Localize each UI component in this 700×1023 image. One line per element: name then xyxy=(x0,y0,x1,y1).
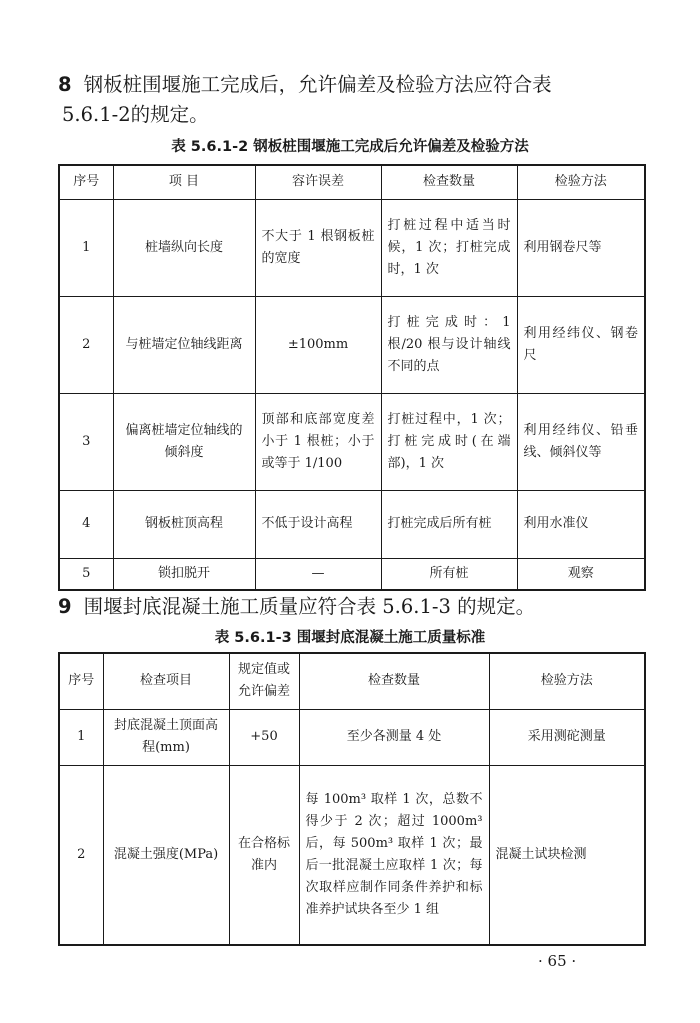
table-cell: 在合格标准内 xyxy=(229,765,299,945)
table-row xyxy=(59,765,645,945)
item-9-paragraph xyxy=(58,592,642,622)
table-cell: 顶部和底部宽度差小于 1 根桩；小于或等于 1/100 xyxy=(255,393,381,490)
table-header-row xyxy=(59,165,645,199)
table-cell: 打桩过程中适当时候，1 次；打桩完成时，1 次 xyxy=(381,199,517,296)
table-cell: 5 xyxy=(59,558,113,590)
table-cell: 打桩过程中，1 次；打桩完成时(在端部)，1 次 xyxy=(381,393,517,490)
table-cell: 不大于 1 根钢板桩的宽度 xyxy=(255,199,381,296)
table-cell: 2 xyxy=(59,296,113,393)
table-cell: 观察 xyxy=(517,558,645,590)
table-cell: 4 xyxy=(59,490,113,558)
table-cell: 不低于设计高程 xyxy=(255,490,381,558)
table-row xyxy=(59,296,645,393)
item-text: 围堰封底混凝土施工质量应符合表 5.6.1-3 的规定。 xyxy=(83,595,536,618)
table-cell: 锁扣脱开 xyxy=(113,558,255,590)
table-cell: 钢板桩顶高程 xyxy=(113,490,255,558)
table-header-row xyxy=(59,653,645,709)
column-header: 检查项目 xyxy=(103,653,229,709)
column-header: 序号 xyxy=(59,653,103,709)
table-row xyxy=(59,558,645,590)
item-number: 9 xyxy=(58,595,72,618)
item-8-paragraph xyxy=(58,70,642,100)
table-cell: 每 100m³ 取样 1 次，总数不得少于 2 次；超过 1000m³ 后，每 500m³ 取样 1 次；最后一批混凝土应取样 1 次；每次取样应制作同条件养护和标准养护试块各至少 1 组 xyxy=(299,765,489,945)
page-number: · 65 · xyxy=(538,952,577,970)
quality-table xyxy=(58,652,646,946)
table-cell: 3 xyxy=(59,393,113,490)
table-cell: 利用经纬仪、铅垂线、倾斜仪等 xyxy=(517,393,645,490)
item-8-paragraph-cont xyxy=(62,100,646,130)
table-cell: 利用钢卷尺等 xyxy=(517,199,645,296)
table-cell: 采用测砣测量 xyxy=(489,709,645,765)
item-number: 8 xyxy=(58,73,72,96)
column-header: 检查数量 xyxy=(381,165,517,199)
column-header: 检查数量 xyxy=(299,653,489,709)
column-header: 检验方法 xyxy=(489,653,645,709)
table-cell: 桩墙纵向长度 xyxy=(113,199,255,296)
table-cell: 利用水准仪 xyxy=(517,490,645,558)
table-cell: 打桩完成时：1 根/20 根与设计轴线不同的点 xyxy=(381,296,517,393)
column-header: 容许误差 xyxy=(255,165,381,199)
table-cell: 封底混凝土顶面高程(mm) xyxy=(103,709,229,765)
table-cell: 混凝土强度(MPa) xyxy=(103,765,229,945)
table-cell: 偏离桩墙定位轴线的倾斜度 xyxy=(113,393,255,490)
table-cell: 混凝土试块检测 xyxy=(489,765,645,945)
tolerance-table xyxy=(58,164,646,591)
table-row xyxy=(59,490,645,558)
column-header: 项 目 xyxy=(113,165,255,199)
table-caption: 表 5.6.1-3 围堰封底混凝土施工质量标准 xyxy=(214,630,486,646)
table-cell: 2 xyxy=(59,765,103,945)
table-caption: 表 5.6.1-2 钢板桩围堰施工完成后允许偏差及检验方法 xyxy=(171,139,529,155)
table-row xyxy=(59,393,645,490)
table-cell: 1 xyxy=(59,709,103,765)
table-row xyxy=(59,709,645,765)
table-cell: — xyxy=(255,558,381,590)
column-header: 规定值或允许偏差 xyxy=(229,653,299,709)
column-header: 序号 xyxy=(59,165,113,199)
table-cell: 与桩墙定位轴线距离 xyxy=(113,296,255,393)
table-cell: 打桩完成后所有桩 xyxy=(381,490,517,558)
table-cell: 所有桩 xyxy=(381,558,517,590)
table-cell: ±100mm xyxy=(255,296,381,393)
table-cell: 利用经纬仪、钢卷尺 xyxy=(517,296,645,393)
table-row xyxy=(59,199,645,296)
column-header: 检验方法 xyxy=(517,165,645,199)
table-cell: 至少各测量 4 处 xyxy=(299,709,489,765)
item-text: 5.6.1-2的规定。 xyxy=(62,103,209,126)
table-cell: 1 xyxy=(59,199,113,296)
item-text: 钢板桩围堰施工完成后，允许偏差及检验方法应符合表 xyxy=(83,73,552,96)
table-cell: +50 xyxy=(229,709,299,765)
